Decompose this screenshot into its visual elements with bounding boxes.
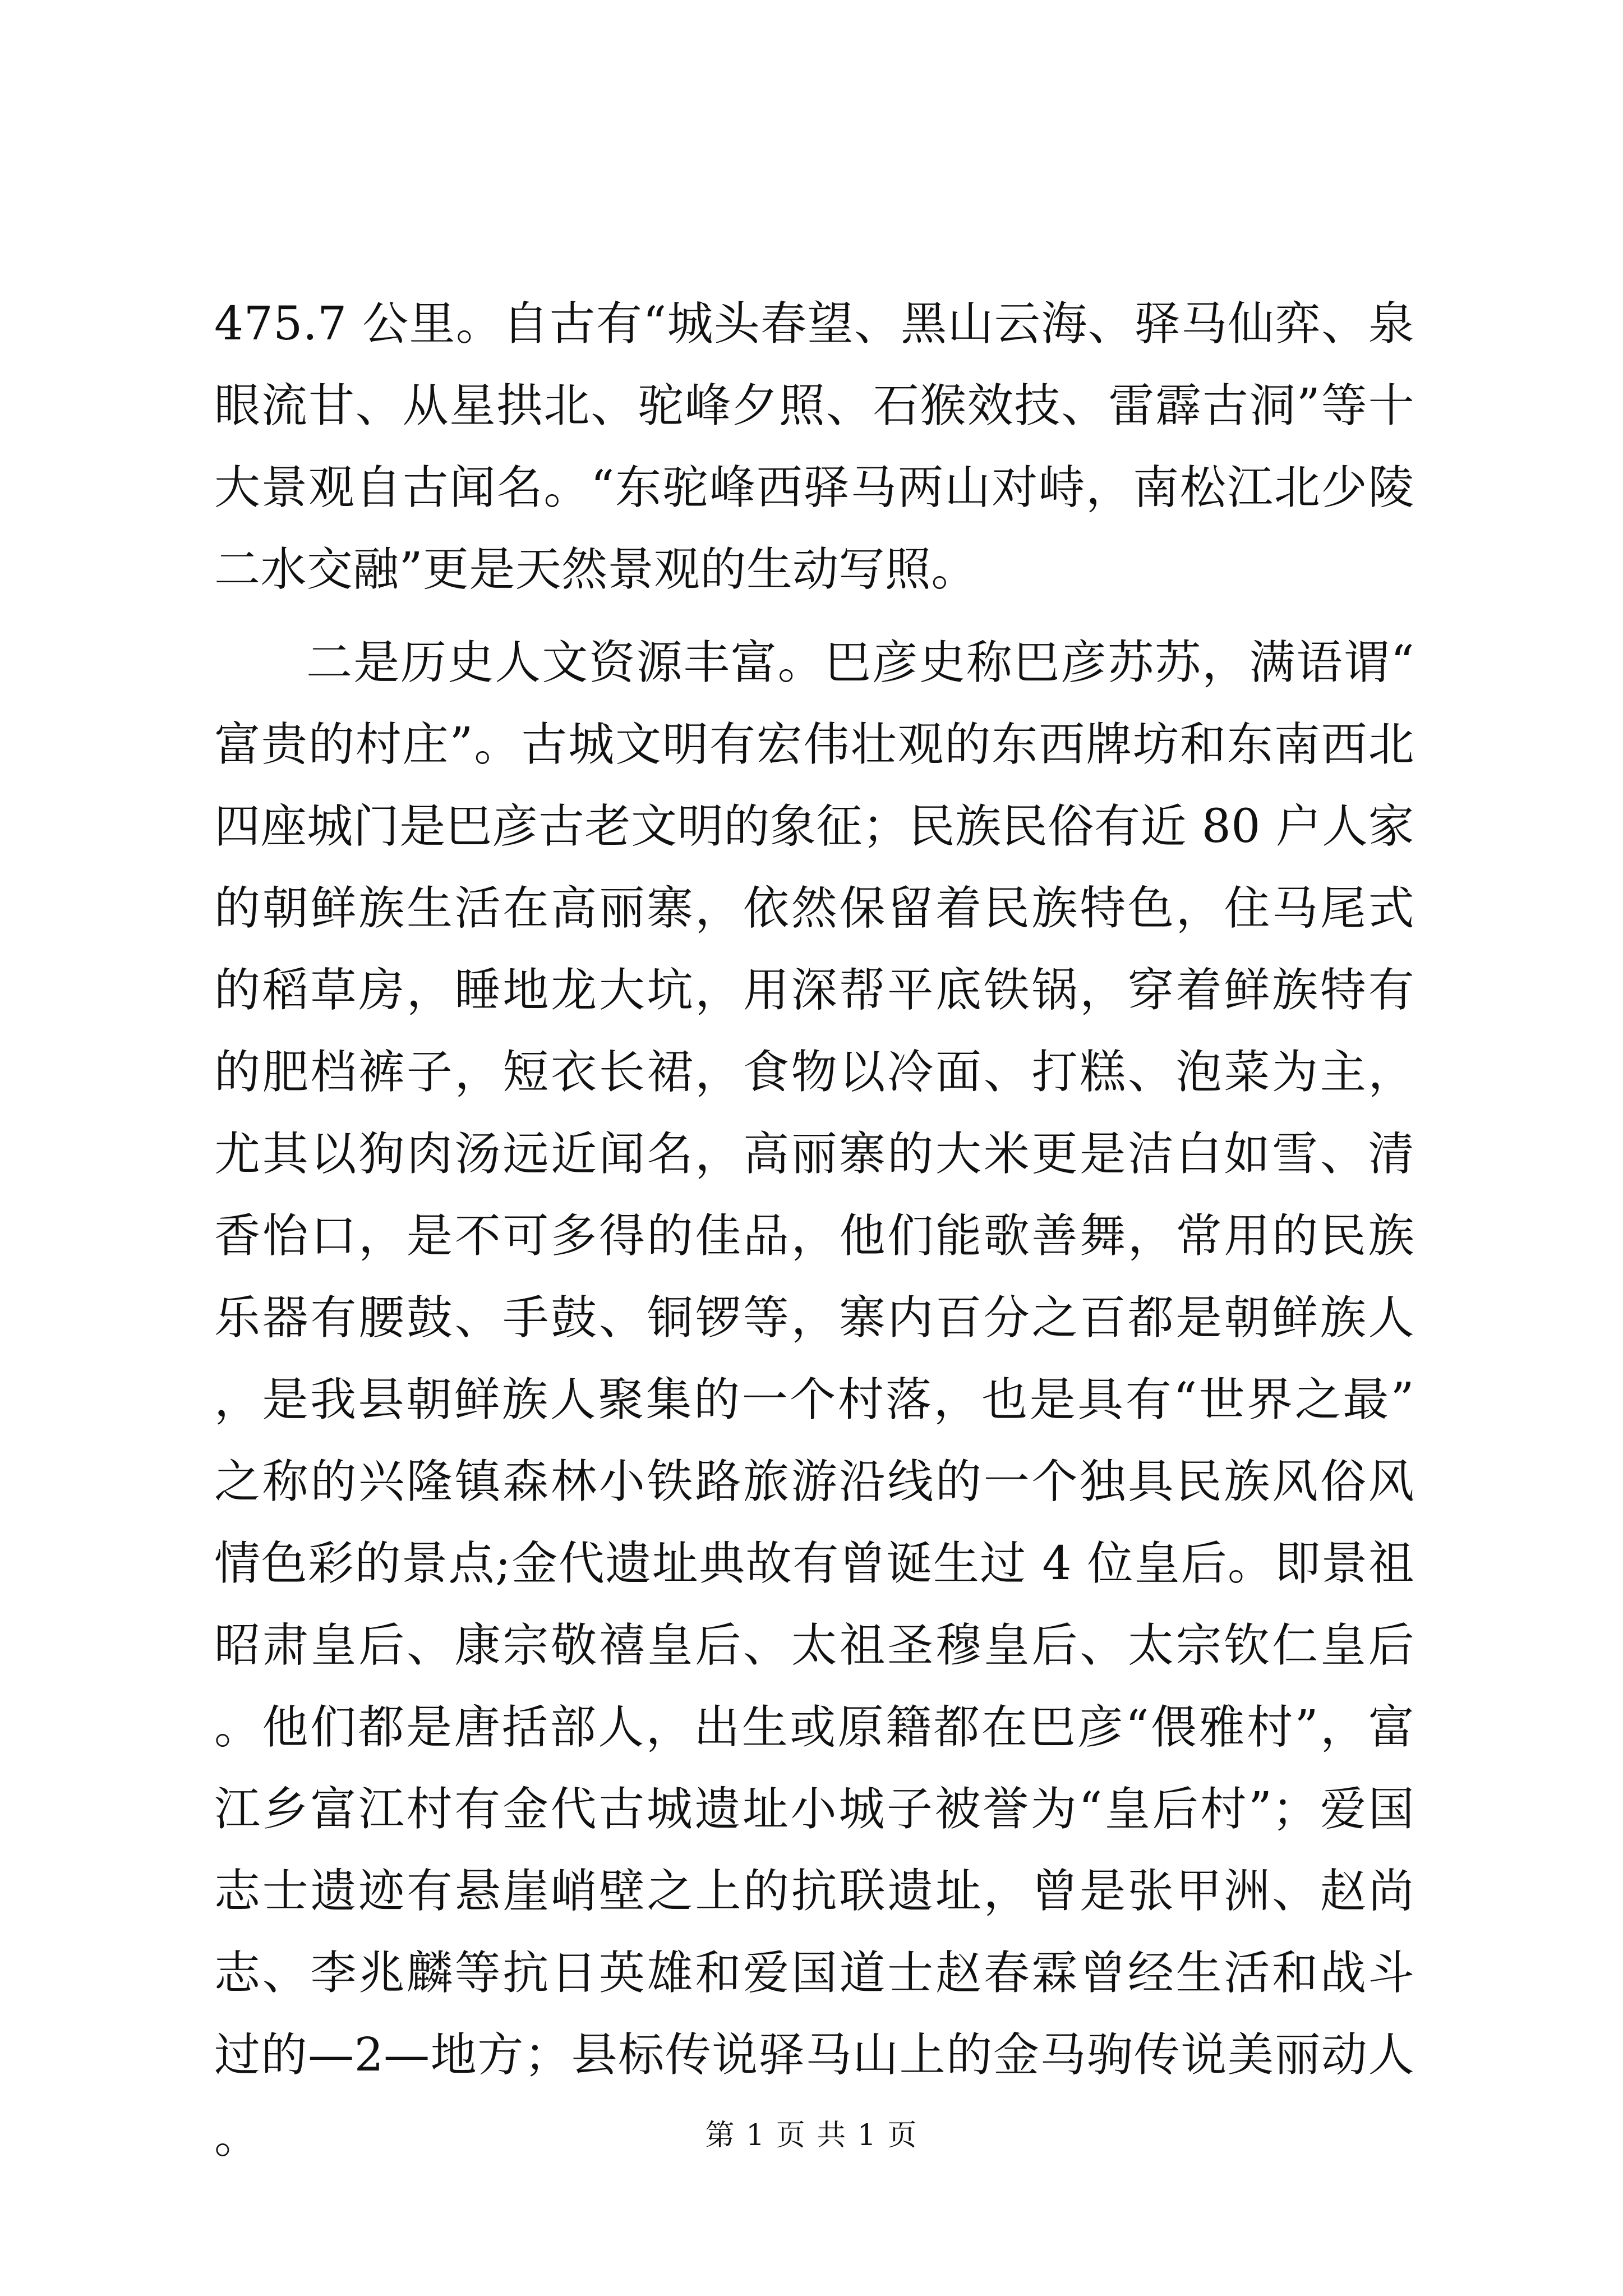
body-text — [214, 283, 1414, 2189]
paragraph-1: 475.7 公里。自古有“城头春望、黑山云海、驿马仙弈、泉眼流甘、从星拱北、驼峰夕照、石猴效技、雷霹古洞”等十大景观自古闻名。“东驼峰西驿马两山对峙，南松江北少陵二水交融”更是天然景观的生动写照。 — [214, 297, 1414, 596]
page-footer: 第 1 页 共 1 页 — [705, 2119, 918, 2152]
paragraph-2: 二是历史人文资源丰富。巴彦史称巴彦苏苏，满语谓“富贵的村庄”。古城文明有宏伟壮观的东西牌坊和东南西北四座城门是巴彦古老文明的象征；民族民俗有近 80 户人家的朝鲜族生活在高丽寨，依然保留着民族特色，住马尾式的稻草房，睡地龙大坑，用深帮平底铁锅，穿着鲜族特有的肥档裤子，短衣长裙，食物以冷面、打糕、泡菜为主，尤其以狗肉汤远近闻名，高丽寨的大米更是洁白如雪、清香怡口，是不可多得的佳品，他们能歌善舞，常用的民族乐器有腰鼓、手鼓、铜锣等，寨内百分之百都是朝鲜族人，是我县朝鲜族人聚集的一个村落，也是具有“世界之最”之称的兴隆镇森林小铁路旅游沿线的一个独具民族风俗风情色彩的景点;金代遗址典故有曾诞生过 4 位皇后。即景祖昭肃皇后、康宗敬禧皇后、太祖圣穆皇后、太宗钦仁皇后。他们都是唐括部人，出生或原籍都在巴彦“偎雅村”，富江乡富江村有金代古城遗址小城子被誉为“皇后村”；爱国志士遗迹有悬崖峭壁之上的抗联遗址，曾是张甲洲、赵尚志、李兆麟等抗日英雄和爱国道士赵春霖曾经生活和战斗过的—2—地方；县标传说驿马山上的金马驹传说美丽动人。 — [214, 636, 1414, 2164]
